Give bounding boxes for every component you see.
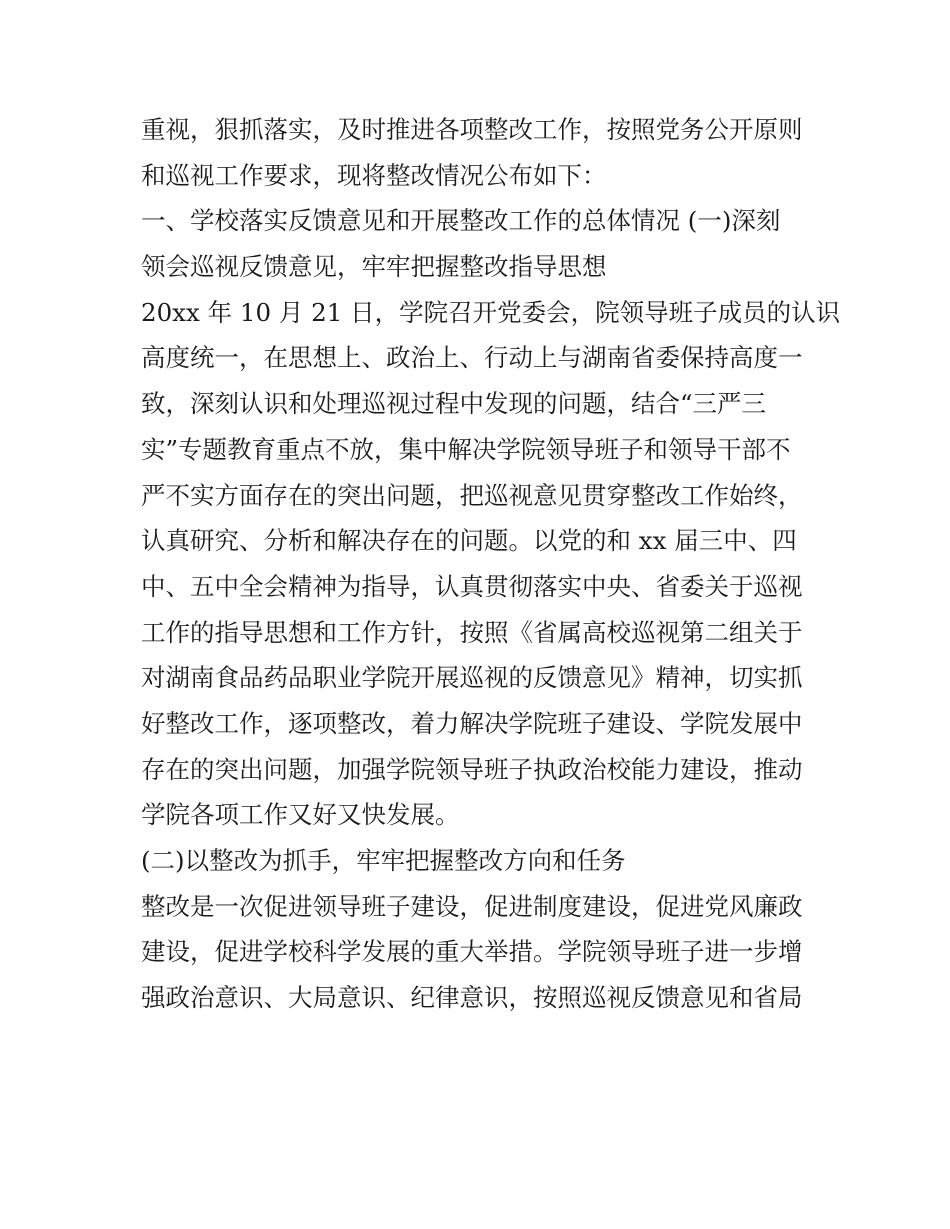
text-line-12: 工作的指导思想和工作方针，按照《省属高校巡视第二组关于 (141, 617, 803, 647)
text-line-11: 中、五中全会精神为指导，认真贯彻落实中央、省委关于巡视 (141, 571, 803, 601)
text-line-10: 认真研究、分析和解决存在的问题。以党的和 xx 届三中、四 (141, 526, 797, 556)
text-line-6: 高度统一，在思想上、政治上、行动上与湖南省委保持高度一 (141, 343, 803, 373)
text-line-20: 强政治意识、大局意识、纪律意识，按照巡视反馈意见和省局 (141, 983, 803, 1013)
section-heading-1: 一、学校落实反馈意见和开展整改工作的总体情况 (一)深刻 (141, 206, 781, 236)
text-line-9: 严不实方面存在的突出问题，把巡视意见贯穿整改工作始终， (141, 480, 803, 510)
text-line-14: 好整改工作，逐项整改，着力解决学院班子建设、学院发展中 (141, 708, 803, 738)
text-line-1: 重视，狠抓落实，及时推进各项整改工作，按照党务公开原则 (141, 115, 803, 144)
text-line-18: 整改是一次促进领导班子建设，促进制度建设，促进党风廉政 (141, 891, 803, 921)
text-line-2: 和巡视工作要求，现将整改情况公布如下： (141, 160, 607, 190)
body-text (141, 107, 841, 1021)
section-heading-2: (二)以整改为抓手，牢牢把握整改方向和任务 (141, 846, 626, 875)
section-heading-1-cont: 领会巡视反馈意见，牢牢把握整改指导思想 (141, 252, 607, 282)
text-line-5: 20xx 年 10 月 21 日，学院召开党委会，院领导班子成员的认识 (141, 297, 841, 327)
text-line-15: 存在的突出问题，加强学院领导班子执政治校能力建设，推动 (141, 754, 803, 784)
text-line-13: 对湖南食品药品职业学院开展巡视的反馈意见》精神，切实抓 (141, 663, 803, 693)
text-line-16: 学院各项工作又好又快发展。 (141, 800, 460, 830)
text-line-7: 致，深刻认识和处理巡视过程中发现的问题，结合“三严三 (141, 389, 767, 419)
text-line-19: 建设，促进学校科学发展的重大举措。学院领导班子进一步增 (141, 937, 803, 967)
text-line-8: 实”专题教育重点不放，集中解决学院领导班子和领导干部不 (141, 434, 791, 464)
